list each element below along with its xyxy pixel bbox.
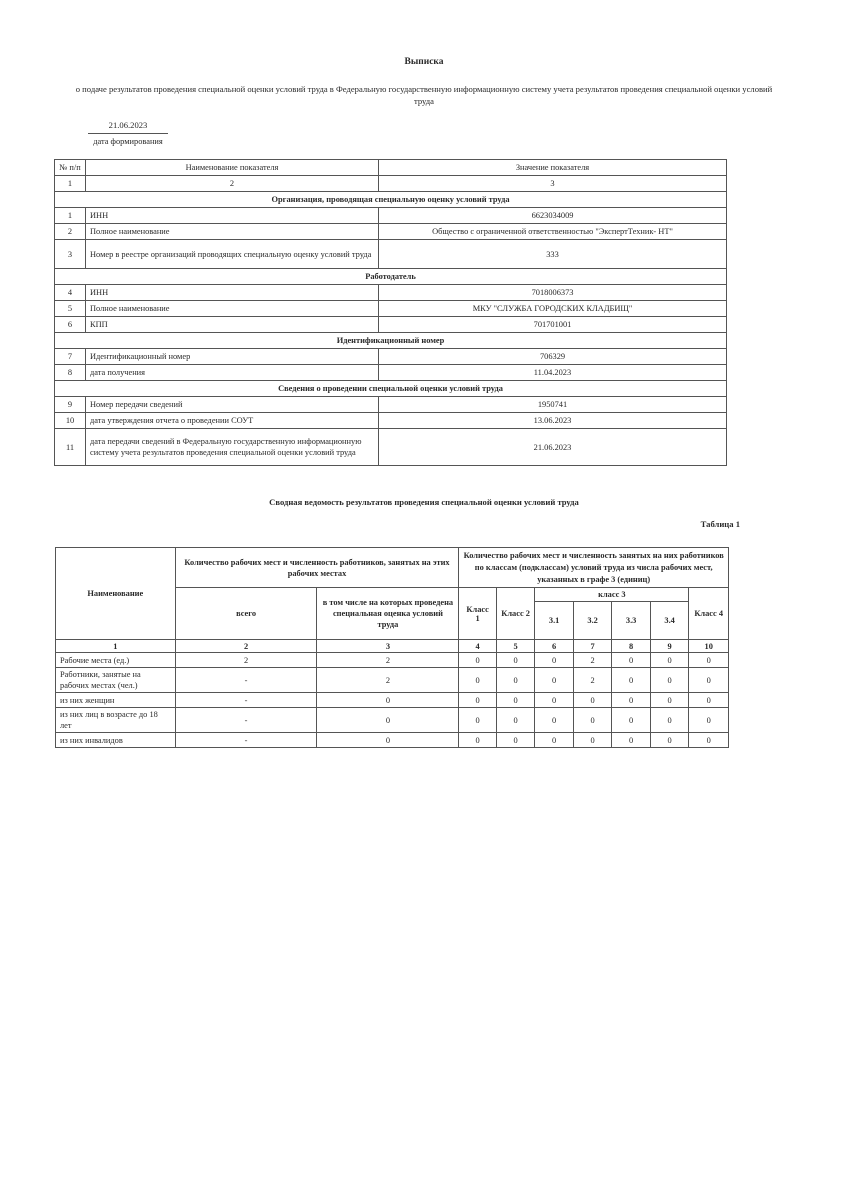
submission-details-table — [54, 159, 727, 466]
cell: 0 — [650, 653, 689, 668]
cell: 0 — [317, 733, 459, 748]
cell: 0 — [573, 733, 612, 748]
section-row — [55, 333, 727, 349]
cell: 0 — [612, 668, 651, 693]
cell: 0 — [612, 708, 651, 733]
section-title-assessment: Сведения о проведении специальной оценки условий труда — [55, 381, 727, 397]
cell: 2 — [317, 653, 459, 668]
cell: 0 — [496, 668, 535, 693]
column-number: 5 — [496, 640, 535, 653]
cell: 0 — [496, 653, 535, 668]
column-numbers-row — [56, 640, 729, 653]
cell: 0 — [612, 733, 651, 748]
row-value: 13.06.2023 — [379, 413, 727, 429]
table-row — [55, 240, 727, 269]
cell: 0 — [689, 708, 729, 733]
cell: 0 — [573, 708, 612, 733]
column-number: 7 — [573, 640, 612, 653]
cell: 2 — [175, 653, 317, 668]
formation-date: 21.06.2023 — [88, 120, 168, 134]
row-name: дата утверждения отчета о проведении СОУТ — [86, 413, 379, 429]
column-number: 10 — [689, 640, 729, 653]
cell: 0 — [496, 693, 535, 708]
row-name: Работники, занятые на рабочих местах (чел.) — [56, 668, 176, 693]
cell: 0 — [650, 668, 689, 693]
cell: 0 — [496, 708, 535, 733]
formation-date-caption: дата формирования — [93, 137, 163, 146]
table-row — [55, 224, 727, 240]
table-row — [56, 708, 729, 733]
row-name: Номер передачи сведений — [86, 397, 379, 413]
table-row — [55, 413, 727, 429]
row-name: дата получения — [86, 365, 379, 381]
cell: 2 — [573, 668, 612, 693]
formation-date-block — [88, 120, 168, 146]
cell: 0 — [496, 733, 535, 748]
cell: 0 — [317, 708, 459, 733]
row-number: 7 — [55, 349, 86, 365]
section-title-employer: Работодатель — [55, 269, 727, 285]
section-row — [55, 381, 727, 397]
document-subtitle: о подаче результатов проведения специальной оценки условий труда в Федеральную государственную информационную систему учета результатов проведения специальной оценки условий труда — [75, 84, 773, 106]
column-number: 9 — [650, 640, 689, 653]
table-row — [56, 693, 729, 708]
cell: 0 — [459, 653, 497, 668]
header-class4: Класс 4 — [689, 588, 729, 640]
column-numbers-row — [55, 176, 727, 192]
cell: 0 — [459, 668, 497, 693]
row-name: ИНН — [86, 208, 379, 224]
header-workplaces-group: Количество рабочих мест и численность работников, занятых на этих рабочих местах — [175, 548, 459, 588]
cell: 0 — [573, 693, 612, 708]
row-value: МКУ "СЛУЖБА ГОРОДСКИХ КЛАДБИЩ" — [379, 301, 727, 317]
table-row — [55, 317, 727, 333]
section-title-organization: Организация, проводящая специальную оценку условий труда — [55, 192, 727, 208]
row-number: 6 — [55, 317, 86, 333]
cell: 0 — [535, 708, 574, 733]
row-number: 9 — [55, 397, 86, 413]
row-number: 2 — [55, 224, 86, 240]
row-name: Рабочие места (ед.) — [56, 653, 176, 668]
cell: 2 — [573, 653, 612, 668]
row-name: Идентификационный номер — [86, 349, 379, 365]
row-number: 10 — [55, 413, 86, 429]
cell: 0 — [535, 653, 574, 668]
header-name: Наименование — [56, 548, 176, 640]
row-value: 1950741 — [379, 397, 727, 413]
row-value: 701701001 — [379, 317, 727, 333]
row-number: 4 — [55, 285, 86, 301]
row-value: Общество с ограниченной ответственностью "ЭкспертТехник- НТ" — [379, 224, 727, 240]
header-sub34: 3.4 — [650, 602, 689, 640]
table-row — [55, 349, 727, 365]
table-row — [55, 285, 727, 301]
cell: 0 — [535, 668, 574, 693]
header-assessed: в том числе на которых проведена специальная оценка условий труда — [317, 588, 459, 640]
row-name: Полное наименование — [86, 301, 379, 317]
column-header-value: Значение показателя — [379, 160, 727, 176]
row-value: 11.04.2023 — [379, 365, 727, 381]
column-header-number: № п/п — [55, 160, 86, 176]
table-label: Таблица 1 — [700, 519, 740, 529]
column-number: 2 — [86, 176, 379, 192]
column-number: 1 — [56, 640, 176, 653]
row-number: 5 — [55, 301, 86, 317]
column-number: 1 — [55, 176, 86, 192]
header-sub31: 3.1 — [535, 602, 574, 640]
header-sub33: 3.3 — [612, 602, 651, 640]
row-value: 333 — [379, 240, 727, 269]
row-value: 6623034009 — [379, 208, 727, 224]
document-title: Выписка — [404, 57, 444, 67]
row-number: 3 — [55, 240, 86, 269]
header-class3: класс 3 — [535, 588, 689, 602]
section-title-identification: Идентификационный номер — [55, 333, 727, 349]
cell: 0 — [535, 733, 574, 748]
header-sub32: 3.2 — [573, 602, 612, 640]
header-classes-group: Количество рабочих мест и численность занятых на них работников по классам (подклассам) условий труда из числа рабочих мест, указанных в графе 3 (единиц) — [459, 548, 729, 588]
cell: - — [175, 693, 317, 708]
table-row — [55, 301, 727, 317]
row-name: из них инвалидов — [56, 733, 176, 748]
cell: 0 — [650, 693, 689, 708]
summary-title: Сводная ведомость результатов проведения специальной оценки условий труда — [269, 497, 579, 507]
header-row-1 — [56, 548, 729, 588]
header-total: всего — [175, 588, 317, 640]
row-name: КПП — [86, 317, 379, 333]
row-number: 1 — [55, 208, 86, 224]
column-number: 2 — [175, 640, 317, 653]
section-row — [55, 192, 727, 208]
table-row — [55, 429, 727, 466]
column-number: 3 — [317, 640, 459, 653]
cell: 0 — [650, 733, 689, 748]
cell: 0 — [650, 708, 689, 733]
row-name: дата передачи сведений в Федеральную государственную информационную систему учета результатов проведения специальной оценки условий труда — [86, 429, 379, 466]
cell: 0 — [317, 693, 459, 708]
row-value: 706329 — [379, 349, 727, 365]
row-name: Полное наименование — [86, 224, 379, 240]
cell: 0 — [689, 653, 729, 668]
header-class1: Класс 1 — [459, 588, 497, 640]
cell: 2 — [317, 668, 459, 693]
column-number: 3 — [379, 176, 727, 192]
cell: 0 — [459, 708, 497, 733]
row-name: Номер в реестре организаций проводящих специальную оценку условий труда — [86, 240, 379, 269]
cell: 0 — [459, 733, 497, 748]
row-number: 8 — [55, 365, 86, 381]
row-name: из них женщин — [56, 693, 176, 708]
cell: - — [175, 733, 317, 748]
table-header-row — [55, 160, 727, 176]
row-value: 21.06.2023 — [379, 429, 727, 466]
cell: - — [175, 708, 317, 733]
table-row — [56, 733, 729, 748]
table-row — [55, 397, 727, 413]
cell: 0 — [612, 653, 651, 668]
column-number: 6 — [535, 640, 574, 653]
table-row — [55, 365, 727, 381]
header-class2: Класс 2 — [496, 588, 535, 640]
row-name: из них лиц в возрасте до 18 лет — [56, 708, 176, 733]
section-row — [55, 269, 727, 285]
row-name: ИНН — [86, 285, 379, 301]
column-number: 8 — [612, 640, 651, 653]
table-row — [55, 208, 727, 224]
cell: 0 — [689, 668, 729, 693]
row-number: 11 — [55, 429, 86, 466]
cell: 0 — [535, 693, 574, 708]
column-header-name: Наименование показателя — [86, 160, 379, 176]
summary-table — [55, 547, 729, 748]
column-number: 4 — [459, 640, 497, 653]
cell: 0 — [689, 693, 729, 708]
table-row — [56, 653, 729, 668]
cell: 0 — [689, 733, 729, 748]
cell: - — [175, 668, 317, 693]
table-row — [56, 668, 729, 693]
cell: 0 — [612, 693, 651, 708]
row-value: 7018006373 — [379, 285, 727, 301]
cell: 0 — [459, 693, 497, 708]
